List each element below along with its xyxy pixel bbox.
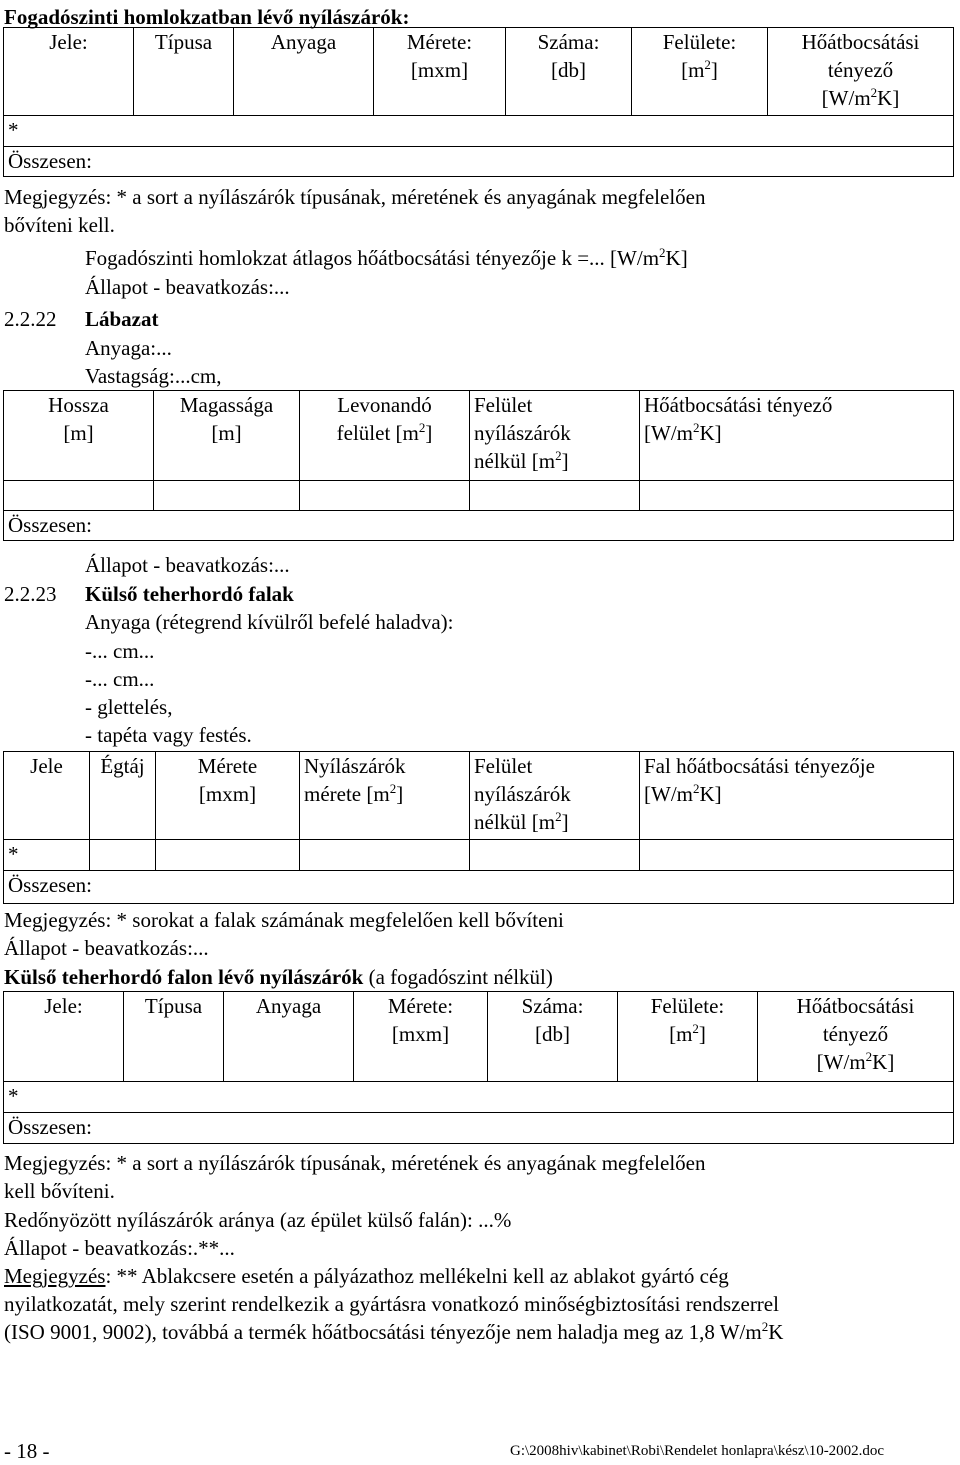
header-felulete: Felülete: $[m^2]$ — [618, 992, 758, 1082]
row-star-cell: * — [4, 840, 90, 871]
cell-empty — [156, 840, 300, 871]
section-title-kulso-falak: Külső teherhordó falak — [85, 582, 294, 606]
table-row — [4, 481, 954, 511]
header-anyaga: Anyaga — [224, 992, 354, 1082]
cell-empty — [300, 481, 470, 511]
section-number-2-2-22: 2.2.22 — [4, 307, 57, 331]
section-number-2-2-23: 2.2.23 — [4, 582, 57, 606]
state-line-3: Állapot - beavatkozás:... — [4, 936, 209, 960]
header-hoatbocsatasi: Hőátbocsátási tényező $[W/m^2K]$ — [758, 992, 954, 1082]
page-number: - 18 - — [4, 1439, 50, 1463]
cell-empty — [90, 840, 156, 871]
avg-coefficient-line: Fogadószinti homlokzat átlagos hőátbocsátási tényezője k =... $[W/m^2K]$ — [85, 245, 688, 270]
shutter-ratio-line: Redőnyözött nyílászárók aránya (az épület külső falán): ...% — [4, 1208, 512, 1232]
table-header-row — [4, 28, 954, 116]
cell-empty — [640, 481, 954, 511]
table-wall-openings — [3, 991, 954, 1144]
walls-layer-1: -... cm... — [85, 639, 155, 663]
state-line-1: Állapot - beavatkozás:... — [85, 275, 290, 299]
cell-empty — [300, 840, 470, 871]
table-row-total — [4, 511, 954, 541]
header-fal-hoatbocsatasi: Fal hőátbocsátási tényezője $[W/m^2K]$ — [640, 752, 954, 840]
header-nyilaszarok-merete: Nyílászárók mérete $[m^2]$ — [300, 752, 470, 840]
labazat-thickness: Vastagság:...cm, — [85, 364, 222, 388]
table-facade-openings — [3, 27, 954, 177]
header-jele: Jele: — [4, 992, 124, 1082]
header-levonando: Levonandó felület $[m^2]$ — [300, 391, 470, 481]
cell-empty — [470, 481, 640, 511]
header-egtaj: Égtáj — [90, 752, 156, 840]
note-walls: Megjegyzés: * sorokat a falak számának megfelelően kell bővíteni — [4, 908, 564, 932]
header-merete: Mérete: [mxm] — [354, 992, 488, 1082]
header-felulet: Felület nyílászárók nélkül $[m^2]$ — [470, 752, 640, 840]
row-total-cell: Összesen: — [4, 1113, 954, 1144]
section-title-facade-openings: Fogadószinti homlokzatban lévő nyílászárók: — [4, 5, 410, 29]
row-total-cell: Összesen: — [4, 511, 954, 541]
header-anyaga: Anyaga — [234, 28, 374, 116]
state-line-2: Állapot - beavatkozás:... — [85, 553, 290, 577]
walls-layer-2: -... cm... — [85, 667, 155, 691]
table-labazat — [3, 390, 954, 541]
table-row-total — [4, 871, 954, 904]
walls-material: Anyaga (rétegrend kívülről befelé haladva): — [85, 610, 454, 634]
section-title-labazat: Lábazat — [85, 307, 159, 331]
labazat-material: Anyaga:... — [85, 336, 172, 360]
header-tipusa: Típusa — [134, 28, 234, 116]
header-hoatbocsatasi: Hőátbocsátási tényező $[W/m^2K]$ — [640, 391, 954, 481]
header-szama: Száma: [db] — [488, 992, 618, 1082]
header-tipusa: Típusa — [124, 992, 224, 1082]
table-row-total — [4, 147, 954, 177]
header-felulet: Felület nyílászárók nélkül $[m^2]$ — [470, 391, 640, 481]
cell-empty — [4, 481, 154, 511]
state-line-4: Állapot - beavatkozás:.**... — [4, 1236, 235, 1260]
table-row — [4, 840, 954, 871]
section-title-wall-openings: Külső teherhordó falon lévő nyílászárók (a fogadószint nélkül) — [4, 965, 553, 989]
walls-layer-3: - glettelés, — [85, 695, 173, 719]
file-path: G:\2008hiv\kabinet\Robi\Rendelet honlapra\kész\10-2002.doc — [510, 1443, 885, 1459]
header-jele: Jele: — [4, 28, 134, 116]
header-jele: Jele — [4, 752, 90, 840]
cell-empty — [470, 840, 640, 871]
header-merete: Mérete: [mxm] — [374, 28, 506, 116]
note-wall-openings: Megjegyzés: * a sort a nyílászárók típusának, méretének és anyagának megfelelően kell bővíteni. — [4, 1151, 706, 1203]
row-star-cell: * — [4, 1082, 954, 1113]
header-magassaga: Magassága [m] — [154, 391, 300, 481]
table-header-row — [4, 391, 954, 481]
header-szama: Száma: [db] — [506, 28, 632, 116]
row-total-cell: Összesen: — [4, 147, 954, 177]
header-hossza: Hossza [m] — [4, 391, 154, 481]
note-window-replacement: Megjegyzés: ** Ablakcsere esetén a pályázathoz mellékelni kell az ablakot gyártó cég nyilatkozatát, mely szerint rendelkezik a gyártásra vonatkozó minőségbiztosítási rendszerrel (ISO 9001, 9002), továbbá a termék hőátbocsátási tényezője nem haladja meg az 1,8 $W/m^2K$ — [4, 1264, 784, 1344]
header-hoatbocsatasi: Hőátbocsátási tényező $[W/m^2K]$ — [768, 28, 954, 116]
cell-empty — [154, 481, 300, 511]
walls-layer-4: - tapéta vagy festés. — [85, 723, 252, 747]
note-facade: Megjegyzés: * a sort a nyílászárók típusának, méretének és anyagának megfelelően bővíteni kell. — [4, 185, 706, 237]
row-star-cell: * — [4, 116, 954, 147]
table-row — [4, 116, 954, 147]
table-row-total — [4, 1113, 954, 1144]
table-row — [4, 1082, 954, 1113]
table-header-row — [4, 992, 954, 1082]
header-merete: Mérete [mxm] — [156, 752, 300, 840]
row-total-cell: Összesen: — [4, 871, 954, 904]
table-header-row — [4, 752, 954, 840]
header-felulete: Felülete: $[m^2]$ — [632, 28, 768, 116]
table-kulso-falak — [3, 751, 954, 904]
cell-empty — [640, 840, 954, 871]
